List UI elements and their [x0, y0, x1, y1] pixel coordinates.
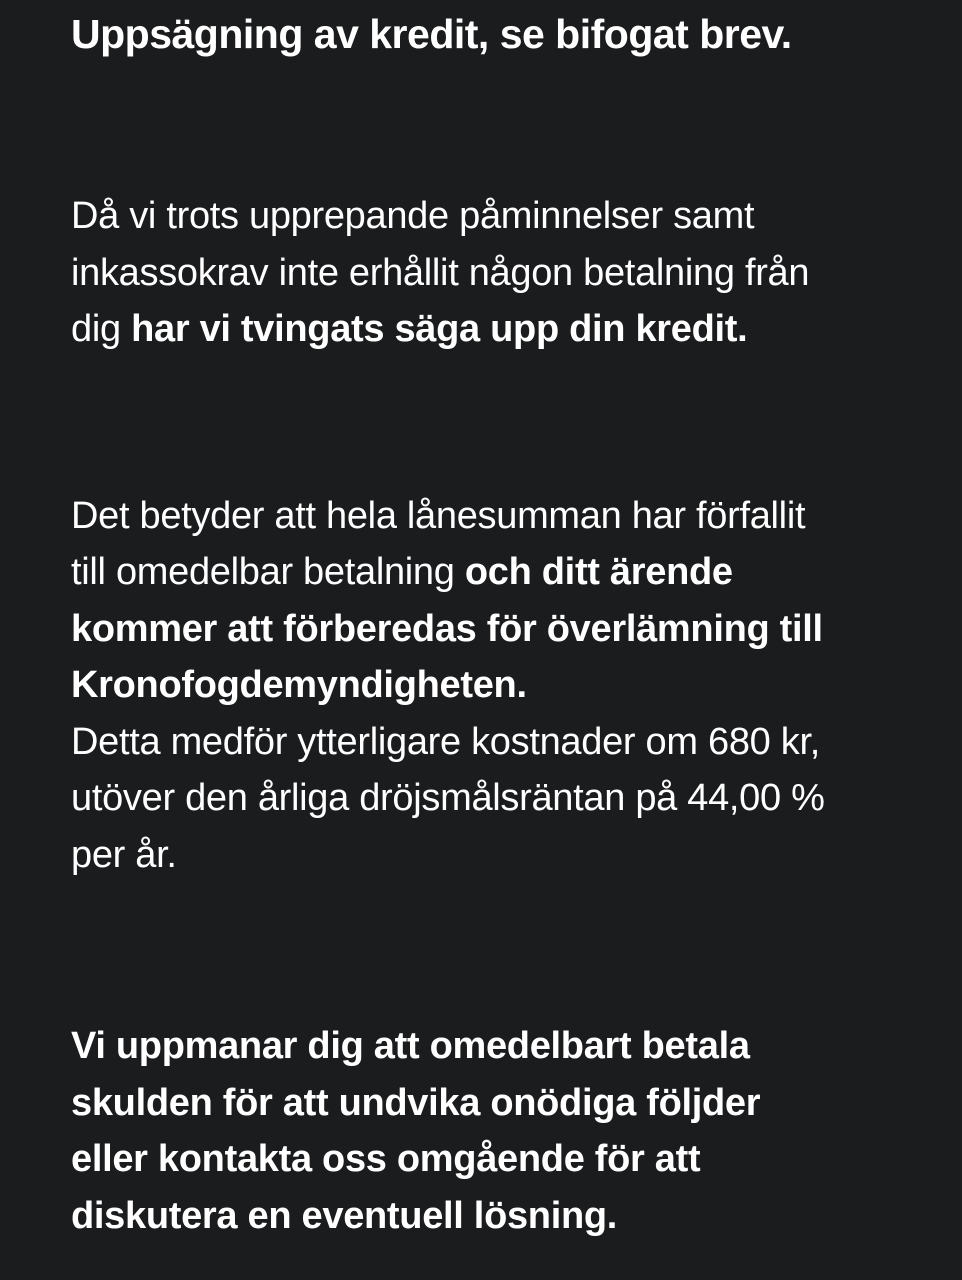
- text-run-bold: eller kontakta oss omgående för att: [71, 1138, 701, 1180]
- text-line: [71, 1188, 932, 1245]
- paragraph-credit-termination: [71, 188, 932, 358]
- text-line: [71, 657, 932, 714]
- text-run: utöver den årliga dröjsmålsräntan på 44,00 %: [71, 777, 825, 819]
- text-run: Då vi trots upprepande påminnelser samt: [71, 195, 755, 237]
- email-subject: Uppsägning av kredit, se bifogat brev.: [71, 11, 792, 57]
- paragraph-consequences: [71, 488, 932, 884]
- text-run-bold: skulden för att undvika onödiga följder: [71, 1081, 761, 1124]
- text-line: [71, 601, 932, 658]
- text-line: [71, 188, 932, 245]
- text-run-bold: kommer att förberedas för överlämning till: [71, 607, 823, 650]
- paragraph-payment-urging: [71, 1018, 932, 1244]
- text-run: Detta medför ytterligare kostnader om 680 kr,: [71, 720, 820, 763]
- text-run: per år.: [71, 833, 177, 876]
- text-line: [71, 544, 932, 601]
- text-line: [71, 770, 932, 827]
- text-run-bold: diskutera en eventuell lösning.: [71, 1194, 618, 1237]
- text-run: till omedelbar betalning: [71, 551, 465, 593]
- text-line: [71, 1018, 932, 1075]
- text-run-bold: har vi tvingats säga upp din kredit.: [131, 308, 748, 350]
- text-line: [71, 714, 932, 771]
- text-run: Det betyder att hela lånesumman har förfallit: [71, 494, 806, 537]
- text-run: dig: [71, 308, 132, 350]
- text-line: [71, 1131, 932, 1188]
- text-run-bold: Vi uppmanar dig att omedelbart betala: [71, 1025, 750, 1067]
- text-line: [71, 488, 932, 545]
- text-run: inkassokrav inte erhållit någon betalning från: [71, 251, 810, 294]
- text-run-bold: Kronofogdemyndigheten.: [71, 664, 527, 706]
- text-line: [71, 301, 932, 358]
- text-line: [71, 1075, 932, 1132]
- text-line: [71, 245, 932, 302]
- text-line: [71, 827, 932, 884]
- text-run-bold: och ditt ärende: [464, 551, 733, 593]
